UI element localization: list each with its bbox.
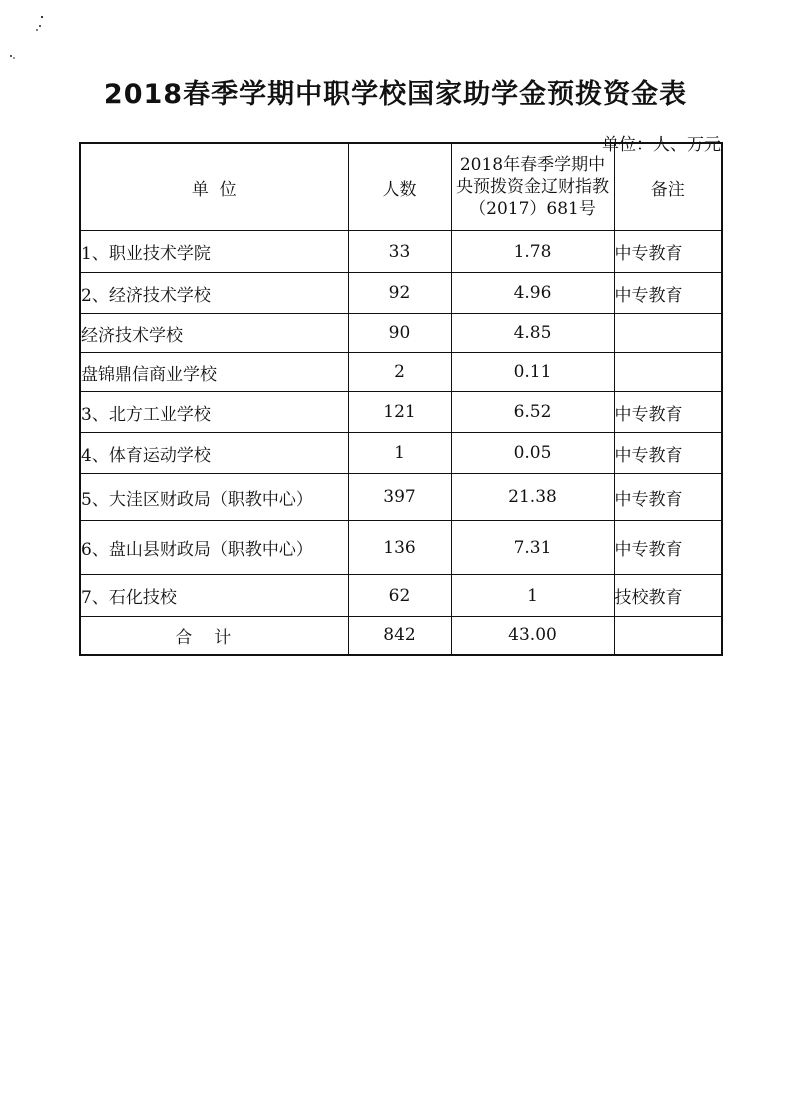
row-unit: 盘锦鼎信商业学校 bbox=[80, 353, 348, 392]
header-fund: 2018年春季学期中央预拨资金辽财指教（2017）681号 bbox=[451, 143, 614, 231]
row-count: 90 bbox=[348, 314, 451, 353]
table-row bbox=[80, 392, 722, 433]
row-unit: 4、体育运动学校 bbox=[80, 433, 348, 474]
table-row bbox=[80, 575, 722, 617]
total-count: 842 bbox=[348, 617, 451, 655]
row-count: 136 bbox=[348, 521, 451, 575]
row-fund: 0.05 bbox=[451, 433, 614, 474]
row-remark: 中专教育 bbox=[614, 433, 722, 474]
row-count: 62 bbox=[348, 575, 451, 617]
scan-specks bbox=[0, 0, 60, 80]
row-fund: 4.85 bbox=[451, 314, 614, 353]
table-row bbox=[80, 521, 722, 575]
row-fund: 1.78 bbox=[451, 231, 614, 273]
row-unit: 7、石化技校 bbox=[80, 575, 348, 617]
total-label: 合计 bbox=[80, 617, 348, 655]
header-count: 人数 bbox=[348, 143, 451, 231]
row-unit: 3、北方工业学校 bbox=[80, 392, 348, 433]
row-remark bbox=[614, 353, 722, 392]
total-remark bbox=[614, 617, 722, 655]
row-fund: 1 bbox=[451, 575, 614, 617]
table-row bbox=[80, 273, 722, 314]
row-unit: 5、大洼区财政局（职教中心） bbox=[80, 474, 348, 521]
row-count: 1 bbox=[348, 433, 451, 474]
funding-table bbox=[79, 142, 723, 656]
row-fund: 7.31 bbox=[451, 521, 614, 575]
row-remark bbox=[614, 314, 722, 353]
row-remark: 中专教育 bbox=[614, 273, 722, 314]
table-row bbox=[80, 433, 722, 474]
header-unit: 单 位 bbox=[80, 143, 348, 231]
total-fund: 43.00 bbox=[451, 617, 614, 655]
row-unit: 1、职业技术学院 bbox=[80, 231, 348, 273]
row-unit: 6、盘山县财政局（职教中心） bbox=[80, 521, 348, 575]
row-fund: 0.11 bbox=[451, 353, 614, 392]
row-count: 33 bbox=[348, 231, 451, 273]
row-remark: 中专教育 bbox=[614, 521, 722, 575]
row-fund: 4.96 bbox=[451, 273, 614, 314]
table-row bbox=[80, 353, 722, 392]
row-count: 2 bbox=[348, 353, 451, 392]
header-row bbox=[80, 143, 722, 231]
row-count: 397 bbox=[348, 474, 451, 521]
row-remark: 中专教育 bbox=[614, 392, 722, 433]
header-remark: 备注 bbox=[614, 143, 722, 231]
table-row bbox=[80, 314, 722, 353]
row-unit: 2、经济技术学校 bbox=[80, 273, 348, 314]
row-count: 121 bbox=[348, 392, 451, 433]
table-row bbox=[80, 474, 722, 521]
row-count: 92 bbox=[348, 273, 451, 314]
total-row bbox=[80, 617, 722, 655]
unit-note: 单位：人、万元 bbox=[602, 135, 721, 155]
row-remark: 技校教育 bbox=[614, 575, 722, 617]
table-row bbox=[80, 231, 722, 273]
document-title: 2018春季学期中职学校国家助学金预拨资金表 bbox=[103, 79, 688, 110]
row-remark: 中专教育 bbox=[614, 231, 722, 273]
row-fund: 21.38 bbox=[451, 474, 614, 521]
row-fund: 6.52 bbox=[451, 392, 614, 433]
row-remark: 中专教育 bbox=[614, 474, 722, 521]
row-unit: 经济技术学校 bbox=[80, 314, 348, 353]
